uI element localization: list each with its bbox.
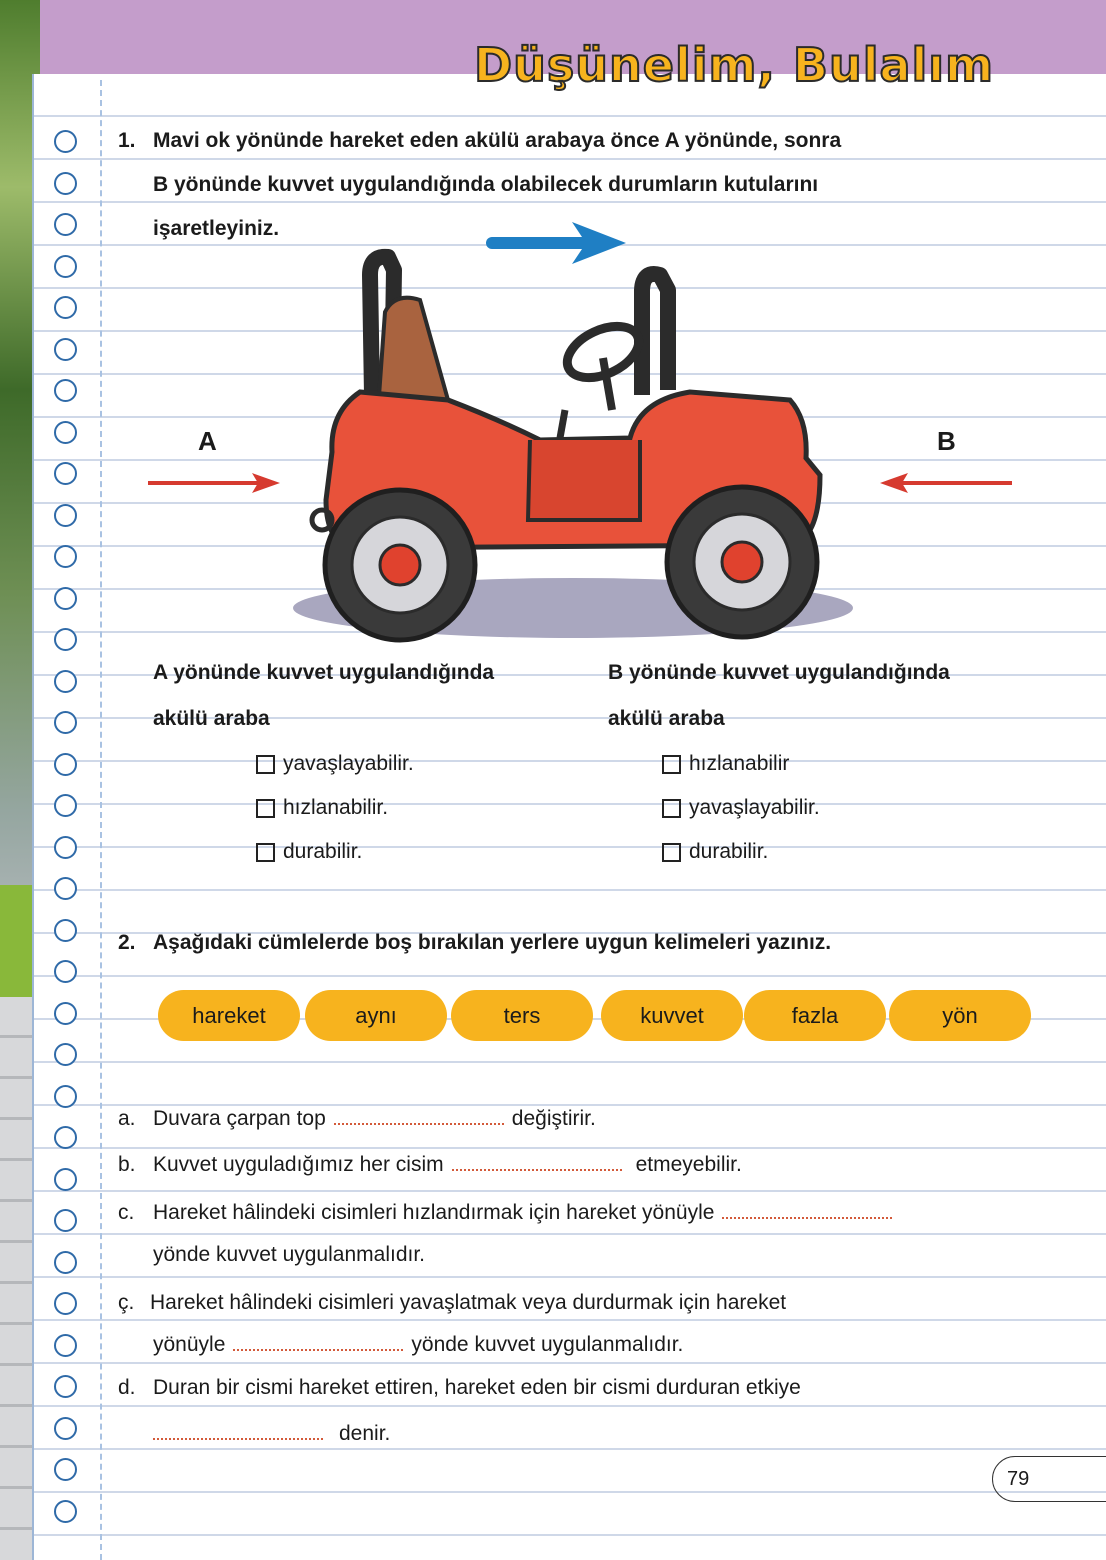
checkbox[interactable] [256,843,275,862]
q2a-marker: a. [118,1107,136,1130]
spiral-ring [54,1334,77,1357]
spiral-ring [54,753,77,776]
checkbox[interactable] [662,843,681,862]
q2b-sentence: Kuvvet uyguladığımız her cisim etmeyebilir. [153,1153,742,1176]
q2cc-line1: Hareket hâlindeki cisimleri yavaşlatmak veya durdurmak için hareket [150,1291,787,1314]
spiral-ring [54,960,77,983]
spiral-ring [54,670,77,693]
spiral-ring [54,877,77,900]
page-title: Düşünelim, Bulalım [473,38,994,92]
word-chip: ters [451,990,593,1041]
colB-line1: B yönünde kuvvet uygulandığında [608,661,950,684]
spiral-ring [54,1375,77,1398]
spiral-ring [54,1043,77,1066]
blue-arrow-icon [492,222,626,264]
spiral-ring [54,919,77,942]
colB-option-1[interactable]: hızlanabilir [662,752,789,776]
blank-a[interactable] [334,1123,504,1125]
q2c-sentence: Hareket hâlindeki cisimleri hızlandırmak için hareket yönüyle [153,1202,900,1223]
q2d-marker: d. [118,1376,136,1399]
colB-line2: akülü araba [608,707,725,730]
blank-b[interactable] [452,1169,622,1171]
spiral-ring [54,1168,77,1191]
q1-number: 1. [118,129,136,152]
q1-line2: B yönünde kuvvet uygulandığında olabilecek durumların kutularını [153,173,819,196]
q2b-marker: b. [118,1153,136,1176]
blank-d[interactable] [153,1438,323,1440]
spiral-ring [54,1251,77,1274]
spiral-ring [54,1458,77,1481]
colA-option-2[interactable]: hızlanabilir. [256,796,388,820]
q2cc-marker: ç. [118,1291,135,1314]
word-chip: aynı [305,990,447,1041]
q2d-sentence: denir. [153,1423,390,1444]
blank-c[interactable] [722,1217,892,1219]
label-b: B [937,426,956,456]
checkbox[interactable] [662,799,681,818]
colA-option-1[interactable]: yavaşlayabilir. [256,752,414,776]
page-number: 79 [992,1456,1106,1502]
spiral-ring [54,836,77,859]
word-chip: kuvvet [601,990,743,1041]
spiral-ring [54,1500,77,1523]
spiral-ring [54,1292,77,1315]
checkbox[interactable] [256,755,275,774]
colB-option-3[interactable]: durabilir. [662,840,768,864]
spiral-ring [54,711,77,734]
q2a-sentence: Duvara çarpan top değiştirir. [153,1107,596,1130]
blank-cc[interactable] [233,1349,403,1351]
q2d-line1: Duran bir cismi hareket ettiren, hareket eden bir cismi durduran etkiye [153,1376,801,1399]
spiral-ring [54,1126,77,1149]
q1-line1: Mavi ok yönünde hareket eden akülü arabaya önce A yönünde, sonra [153,129,842,152]
word-chip: yön [889,990,1031,1041]
q1-illustration [0,0,1106,660]
q2c-line2: yönde kuvvet uygulanmalıdır. [153,1243,425,1266]
spiral-ring [54,1085,77,1108]
spiral-ring [54,794,77,817]
q2-instruction: Aşağıdaki cümlelerde boş bırakılan yerlere uygun kelimeleri yazınız. [153,931,832,954]
label-a: A [198,426,217,456]
checkbox[interactable] [662,755,681,774]
colA-option-3[interactable]: durabilir. [256,840,362,864]
word-chip: hareket [158,990,300,1041]
spiral-ring [54,1209,77,1232]
word-chip: fazla [744,990,886,1041]
spiral-ring [54,1002,77,1025]
q2-number: 2. [118,931,136,954]
toy-car-icon [293,257,853,640]
colB-option-2[interactable]: yavaşlayabilir. [662,796,820,820]
q2c-marker: c. [118,1201,135,1224]
q2cc-sentence: yönüyle yönde kuvvet uygulanmalıdır. [153,1333,684,1356]
q1-line3: işaretleyiniz. [153,217,280,240]
colA-line1: A yönünde kuvvet uygulandığında [153,661,495,684]
colA-line2: akülü araba [153,707,270,730]
arrow-a-icon [148,473,280,493]
checkbox[interactable] [256,799,275,818]
spiral-ring [54,1417,77,1440]
arrow-b-icon [880,473,1012,493]
